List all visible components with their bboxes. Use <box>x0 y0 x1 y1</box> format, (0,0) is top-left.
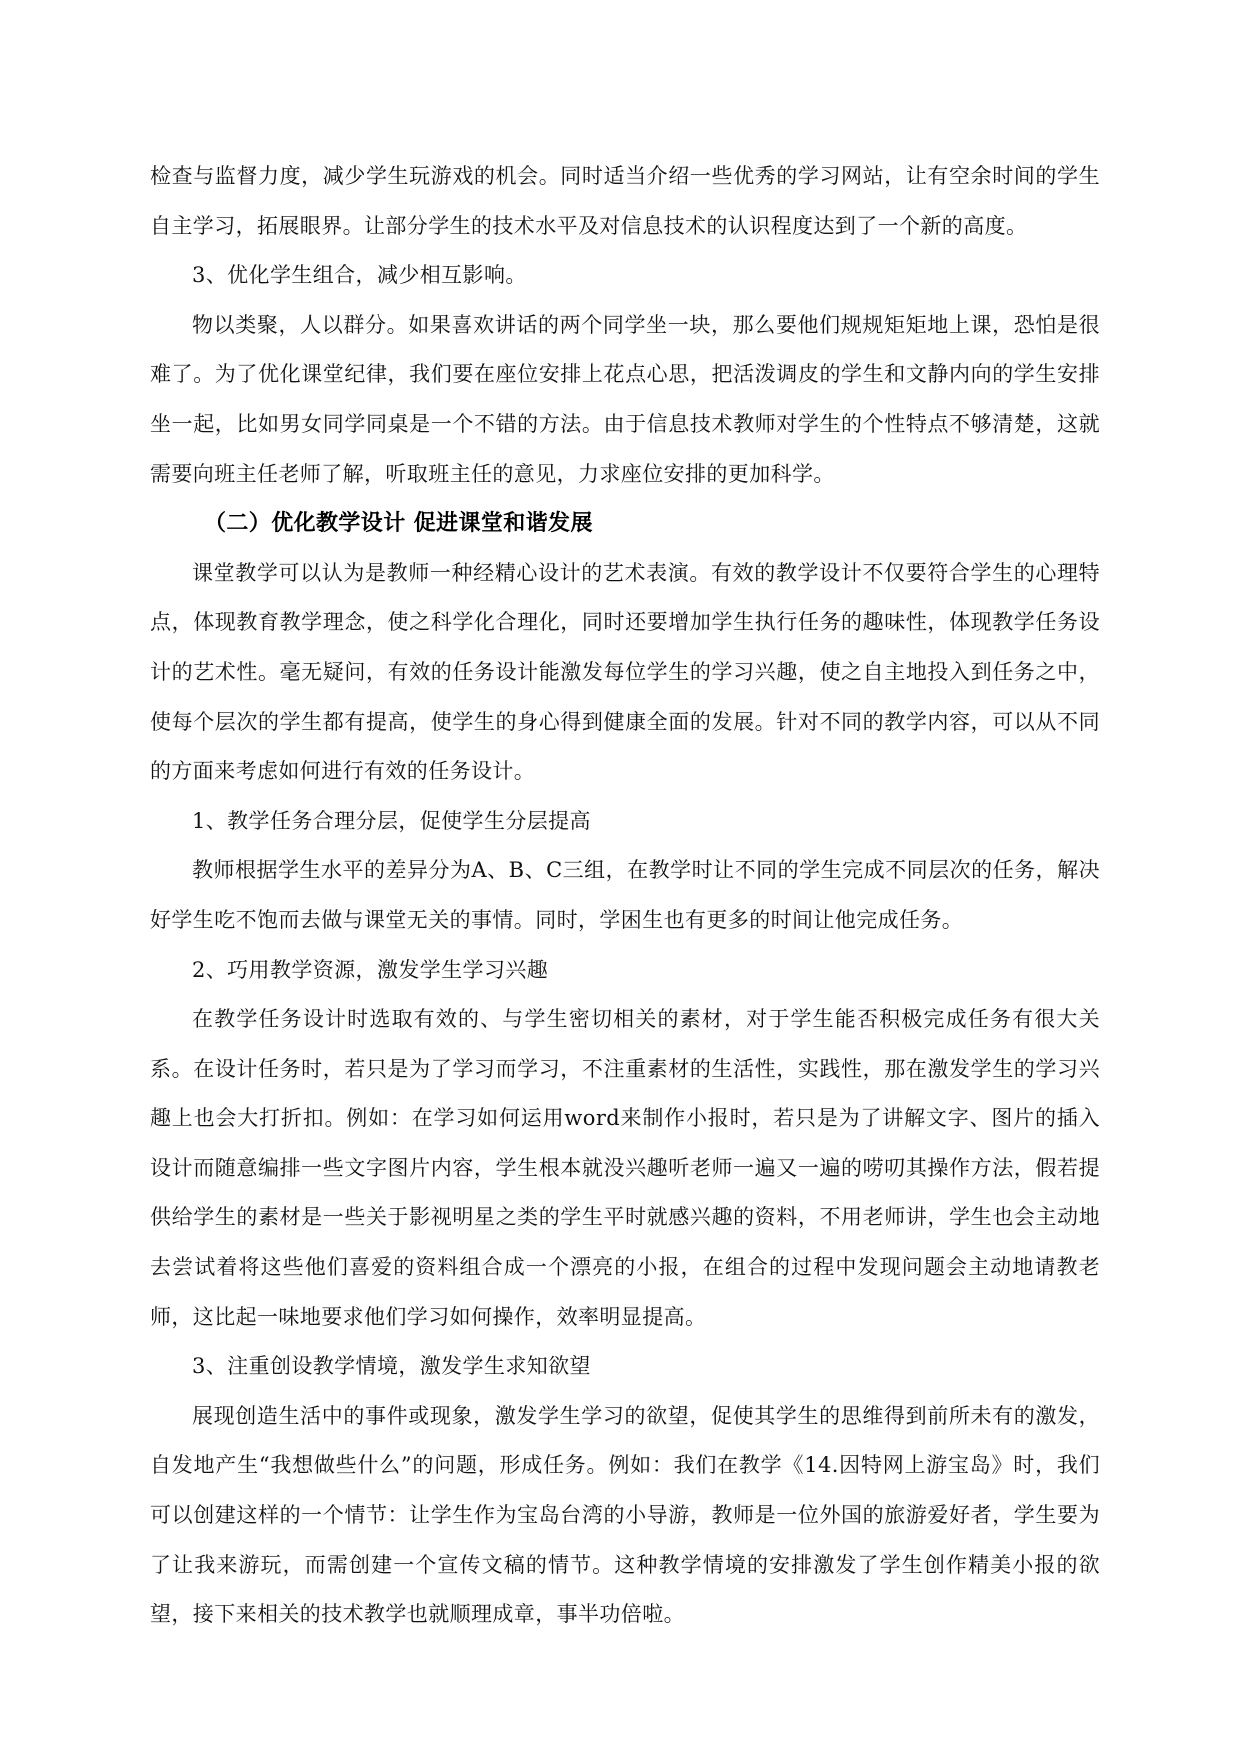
paragraph-teaching-design: 课堂教学可以认为是教师一种经精心设计的艺术表演。有效的教学设计不仅要符合学生的心理特点，体现教育教学理念，使之科学化合理化，同时还要增加学生执行任务的趣味性，体现教学任务设计的艺术性。毫无疑问，有效的任务设计能激发每位学生的学习兴趣，使之自主地投入到任务之中，使每个层次的学生都有提高，使学生的身心得到健康全面的发展。针对不同的教学内容，可以从不同的方面来考虑如何进行有效的任务设计。 <box>150 560 1100 784</box>
list-item-1-layered-tasks: 1、教学任务合理分层，促使学生分层提高 <box>192 808 591 833</box>
list-item-2-resources: 2、巧用教学资源，激发学生学习兴趣 <box>192 957 549 982</box>
document-body <box>150 152 1100 1640</box>
section-heading: （二）优化教学设计 促进课堂和谐发展 <box>204 511 593 537</box>
paragraph-situation-example: 展现创造生活中的事件或现象，激发学生学习的欲望，促使其学生的思维得到前所未有的激发，自发地产生“我想做些什么”的问题，形成任务。例如：我们在教学《14.因特网上游宝岛》时，我们可以创建这样的一个情节：让学生作为宝岛台湾的小导游，教师是一位外国的旅游爱好者，学生要为了让我来游玩，而需创建一个宣传文稿的情节。这种教学情境的安排激发了学生创作精美小报的欲望，接下来相关的技术教学也就顺理成章，事半功倍啦。 <box>150 1403 1100 1627</box>
list-item-3-situations: 3、注重创设教学情境，激发学生求知欲望 <box>192 1354 591 1379</box>
paragraph-seating: 物以类聚，人以群分。如果喜欢讲话的两个同学坐一块，那么要他们规规矩矩地上课，恐怕是很难了。为了优化课堂纪律，我们要在座位安排上花点心思，把活泼调皮的学生和文静内向的学生安排坐一起，比如男女同学同桌是一个不错的方法。由于信息技术教师对学生的个性特点不够清楚，这就需要向班主任老师了解，听取班主任的意见，力求座位安排的更加科学。 <box>150 312 1100 486</box>
paragraph-materials: 在教学任务设计时选取有效的、与学生密切相关的素材，对于学生能否积极完成任务有很大关系。在设计任务时，若只是为了学习而学习，不注重素材的生活性，实践性，那在激发学生的学习兴趣上也会大打折扣。例如：在学习如何运用word来制作小报时，若只是为了讲解文字、图片的插入设计而随意编排一些文字图片内容，学生根本就没兴趣听老师一遍又一遍的唠叨其操作方法，假若提供给学生的素材是一些关于影视明星之类的学生平时就感兴趣的资料，不用老师讲，学生也会主动地去尝试着将这些他们喜爱的资料组合成一个漂亮的小报，在组合的过程中发现问题会主动地请教老师，这比起一味地要求他们学习如何操作，效率明显提高。 <box>150 1007 1100 1329</box>
paragraph-1: 检查与监督力度，减少学生玩游戏的机会。同时适当介绍一些优秀的学习网站，让有空余时间的学生自主学习，拓展眼界。让部分学生的技术水平及对信息技术的认识程度达到了一个新的高度。 <box>150 164 1100 238</box>
list-item-3-optimize-groups: 3、优化学生组合，减少相互影响。 <box>192 263 527 288</box>
paragraph-abc-groups: 教师根据学生水平的差异分为A、B、C三组，在教学时让不同的学生完成不同层次的任务，解决好学生吃不饱而去做与课堂无关的事情。同时，学困生也有更多的时间让他完成任务。 <box>150 858 1100 932</box>
